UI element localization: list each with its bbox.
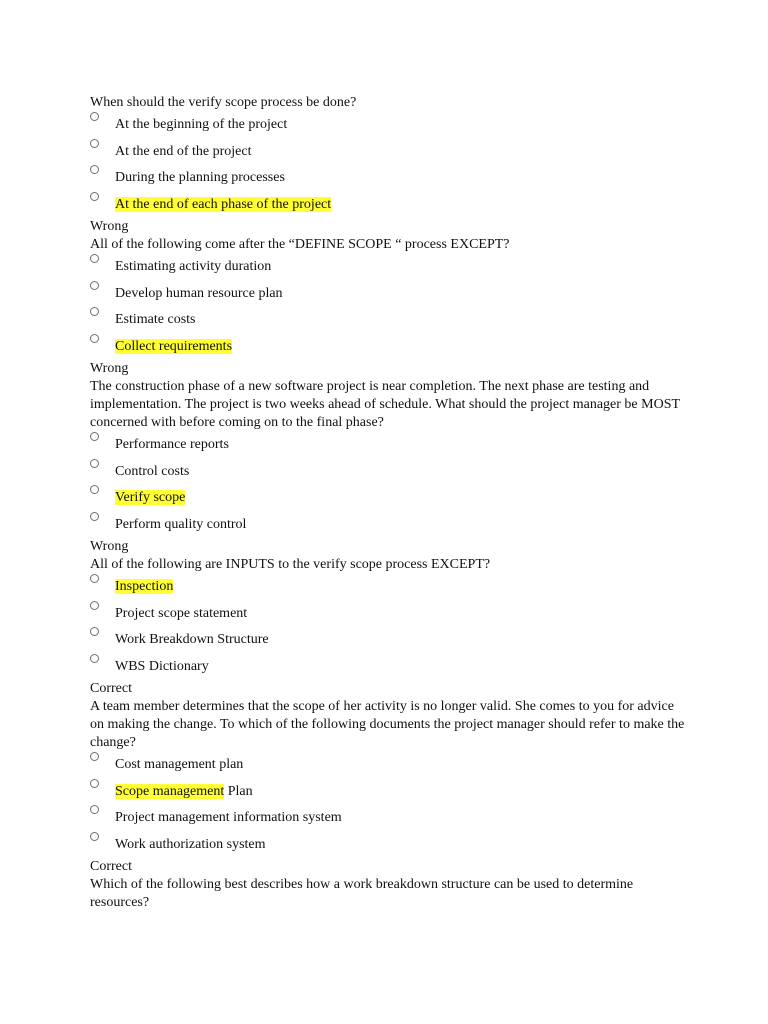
answer-text: Perform quality control [115, 516, 247, 532]
radio-button-icon[interactable] [90, 459, 99, 468]
question-block [90, 876, 690, 912]
question-text: When should the verify scope process be done? [90, 95, 357, 110]
answer-option-label [115, 783, 253, 801]
answer-option[interactable] [90, 832, 690, 859]
answer-option-label [115, 258, 271, 276]
answer-option-label [115, 605, 247, 623]
question-text: The construction phase of a new software project is near completion. The next phase are testing and implementation. The project is two weeks ahead of schedule. What should the project manager be MOST concerned with before coming on to the final phase? [90, 379, 680, 430]
answer-option[interactable] [90, 752, 690, 779]
highlighted-answer: Scope management [115, 783, 225, 799]
radio-button-icon[interactable] [90, 192, 99, 201]
result-status: Correct [90, 681, 132, 696]
answer-text: Project management information system [115, 810, 342, 825]
result-status: Wrong [90, 361, 129, 376]
answer-option-label [115, 756, 243, 774]
radio-button-icon[interactable] [90, 654, 99, 663]
answer-option-label [115, 516, 246, 534]
answer-option-label [115, 116, 287, 134]
answer-option-label [115, 285, 283, 303]
radio-button-icon[interactable] [90, 165, 99, 174]
radio-button-icon[interactable] [90, 485, 99, 494]
answer-option-label [115, 809, 342, 827]
radio-button-icon[interactable] [90, 307, 99, 316]
radio-button-icon[interactable] [90, 601, 99, 610]
answer-text: At the end of the project [115, 143, 252, 159]
radio-button-icon[interactable] [90, 254, 99, 263]
answer-option[interactable] [90, 512, 690, 539]
answer-text: Control costs [115, 463, 190, 479]
result-status: Wrong [90, 539, 129, 554]
answer-option[interactable] [90, 805, 690, 832]
answer-option[interactable] [90, 574, 690, 601]
answer-option-label [115, 169, 285, 187]
answer-option[interactable] [90, 192, 690, 219]
radio-button-icon[interactable] [90, 779, 99, 788]
answer-text: Project scope statement [115, 605, 248, 621]
result-status: Wrong [90, 219, 129, 234]
radio-button-icon[interactable] [90, 432, 99, 441]
answer-option-label [115, 463, 189, 481]
highlighted-answer: At the end of each phase of the project [115, 196, 332, 212]
answer-option[interactable] [90, 627, 690, 654]
answer-option[interactable] [90, 601, 690, 628]
answer-option-label [115, 436, 229, 454]
answer-option[interactable] [90, 334, 690, 361]
answer-text: Cost management plan [115, 757, 244, 772]
answer-option-label [115, 196, 331, 214]
radio-button-icon[interactable] [90, 627, 99, 636]
highlighted-answer: Collect requirements [115, 338, 233, 354]
result-status: Correct [90, 859, 132, 874]
radio-button-icon[interactable] [90, 805, 99, 814]
answer-option-label [115, 836, 266, 854]
answer-text: During the planning processes [115, 170, 285, 185]
answer-text: WBS Dictionary [115, 658, 209, 674]
answer-text: Estimate costs [115, 312, 196, 327]
answer-option-label [115, 658, 209, 676]
answer-text: Performance reports [115, 437, 229, 452]
answer-option[interactable] [90, 432, 690, 459]
highlighted-answer: Verify scope [115, 490, 186, 505]
answer-option-label [115, 631, 269, 649]
question-block [90, 556, 690, 698]
answer-option-label [115, 489, 185, 507]
answer-text: Estimating activity duration [115, 259, 272, 274]
answer-text: Develop human resource plan [115, 285, 283, 301]
answer-option[interactable] [90, 281, 690, 308]
radio-button-icon[interactable] [90, 281, 99, 290]
radio-button-icon[interactable] [90, 139, 99, 148]
question-text: A team member determines that the scope of her activity is no longer valid. She comes to you for advice on making the change. To which of the following documents the project manager should refer to make the change? [90, 699, 685, 750]
question-text: All of the following are INPUTS to the verify scope process EXCEPT? [90, 557, 491, 572]
radio-button-icon[interactable] [90, 512, 99, 521]
answer-option[interactable] [90, 254, 690, 281]
answer-text: Work Breakdown Structure [115, 632, 269, 647]
radio-button-icon[interactable] [90, 574, 99, 583]
radio-button-icon[interactable] [90, 334, 99, 343]
question-block [90, 698, 690, 876]
highlighted-answer: Inspection [115, 579, 174, 594]
answer-option[interactable] [90, 459, 690, 486]
question-block [90, 94, 690, 236]
answer-text: Plan [224, 783, 253, 799]
question-block [90, 378, 690, 556]
question-text: Which of the following best describes how a work breakdown structure can be used to determine resources? [90, 877, 634, 910]
answer-text: Work authorization system [115, 836, 266, 852]
answer-option-label [115, 338, 232, 356]
answer-option[interactable] [90, 307, 690, 334]
question-text: All of the following come after the “DEFINE SCOPE “ process EXCEPT? [90, 237, 510, 252]
radio-button-icon[interactable] [90, 112, 99, 121]
answer-option-label [115, 578, 173, 596]
answer-text: At the beginning of the project [115, 117, 288, 132]
answer-option[interactable] [90, 112, 690, 139]
answer-option[interactable] [90, 779, 690, 806]
answer-option[interactable] [90, 139, 690, 166]
radio-button-icon[interactable] [90, 752, 99, 761]
quiz-document [90, 94, 690, 912]
question-block [90, 236, 690, 378]
answer-option[interactable] [90, 485, 690, 512]
answer-option[interactable] [90, 165, 690, 192]
answer-option[interactable] [90, 654, 690, 681]
answer-option-label [115, 143, 251, 161]
answer-option-label [115, 311, 196, 329]
radio-button-icon[interactable] [90, 832, 99, 841]
